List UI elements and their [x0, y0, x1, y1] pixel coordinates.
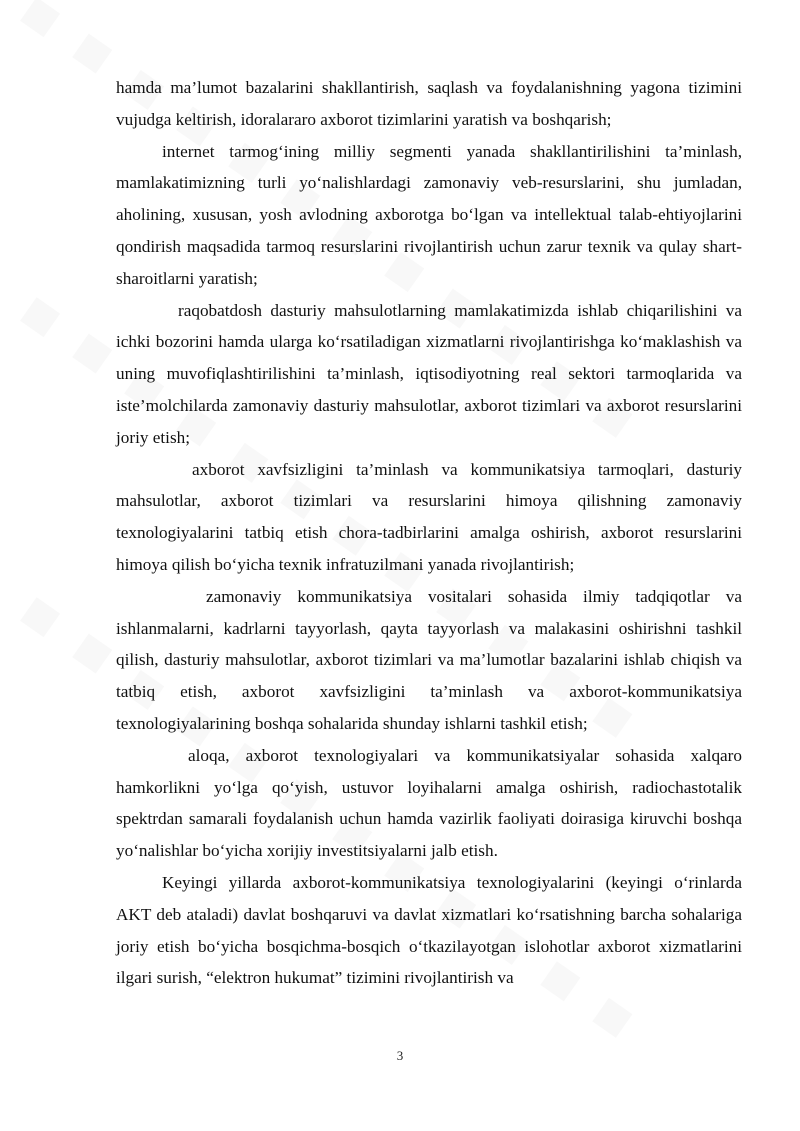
paragraph: hamda ma’lumot bazalarini shakllantirish, saqlash va foydalanishning yagona tizimini vujudga keltirish, idoralararo axborot tizimlarini yaratish va boshqarish;: [116, 78, 742, 129]
paragraph: aloqa, axborot texnologiyalari va kommunikatsiyalar sohasida xalqaro hamkorlikni yo‘lga qo‘yish, ustuvor loyihalarni amalga oshirish, radiochastotalik spektrdan samarali foydalanish uchun hamda vazirlik faoliyati doirasiga kiruvchi boshqa yo‘nalishlar bo‘yicha xorijiy investitsiyalarni jalb etish.: [116, 745, 742, 861]
page-number: 3: [396, 1048, 404, 1063]
paragraph: internet tarmog‘ining milliy segmenti yanada shakllantirilishini ta’minlash, mamlakatimizning turli yo‘nalishlardagi zamonaviy veb-resurslarini, shu jumladan, aholining, xususan, yosh avlodning axborotga bo‘lgan va intellektual talab-ehtiyojlarini qondirish maqsadida tarmoq resurslarini rivojlantirish uchun zarur texnik va qulay shart-sharoitlarni yaratish;: [116, 141, 742, 288]
paragraph: Keyingi yillarda axborot-kommunikatsiya texnologiyalarini (keyingi o‘rinlarda AKT deb ataladi) davlat boshqaruvi va davlat xizmatlari ko‘rsatishning barcha sohalariga joriy etish bo‘yicha bosqichma-bosqich o‘tkazilayotgan islohotlar axborot xizmatlarini ilgari surish, “elektron hukumat” tizimini rivojlantirish va: [116, 872, 742, 988]
document-body: [116, 72, 742, 994]
paragraph: zamonaviy kommunikatsiya vositalari sohasida ilmiy tadqiqotlar va ishlanmalarni, kadrlarni tayyorlash, qayta tayyorlash va malakasini oshirishni tashkil qilish, dasturiy mahsulotlar, axborot tizimlari va ma’lumotlar bazalarini ishlab chiqish va tatbiq etish, axborot xavfsizligini ta’minlash va axborot-kommunikatsiya texnologiyalarining boshqa sohalarida shunday ishlarni tashkil etish;: [116, 586, 742, 733]
paragraph: axborot xavfsizligini ta’minlash va kommunikatsiya tarmoqlari, dasturiy mahsulotlar, axborot tizimlari va resurslarini himoya qilishning zamonaviy texnologiyalarini tatbiq etish chora-tadbirlarini amalga oshirish, axborot resurslarini himoya qilish bo‘yicha texnik infratuzilmani yanada rivojlantirish;: [116, 459, 742, 574]
paragraph: raqobatdosh dasturiy mahsulotlarning mamlakatimizda ishlab chiqarilishini va ichki bozorini hamda ularga ko‘rsatiladigan xizmatlarni rivojlantirishga ko‘maklashish va uning muvofiqlashtirilishini ta’minlash, iqtisodiyotning real sektori tarmoqlarida va iste’molchilarda zamonaviy dasturiy mahsulotlar, axborot tizimlari va axborot resurslarini joriy etish;: [116, 300, 742, 447]
